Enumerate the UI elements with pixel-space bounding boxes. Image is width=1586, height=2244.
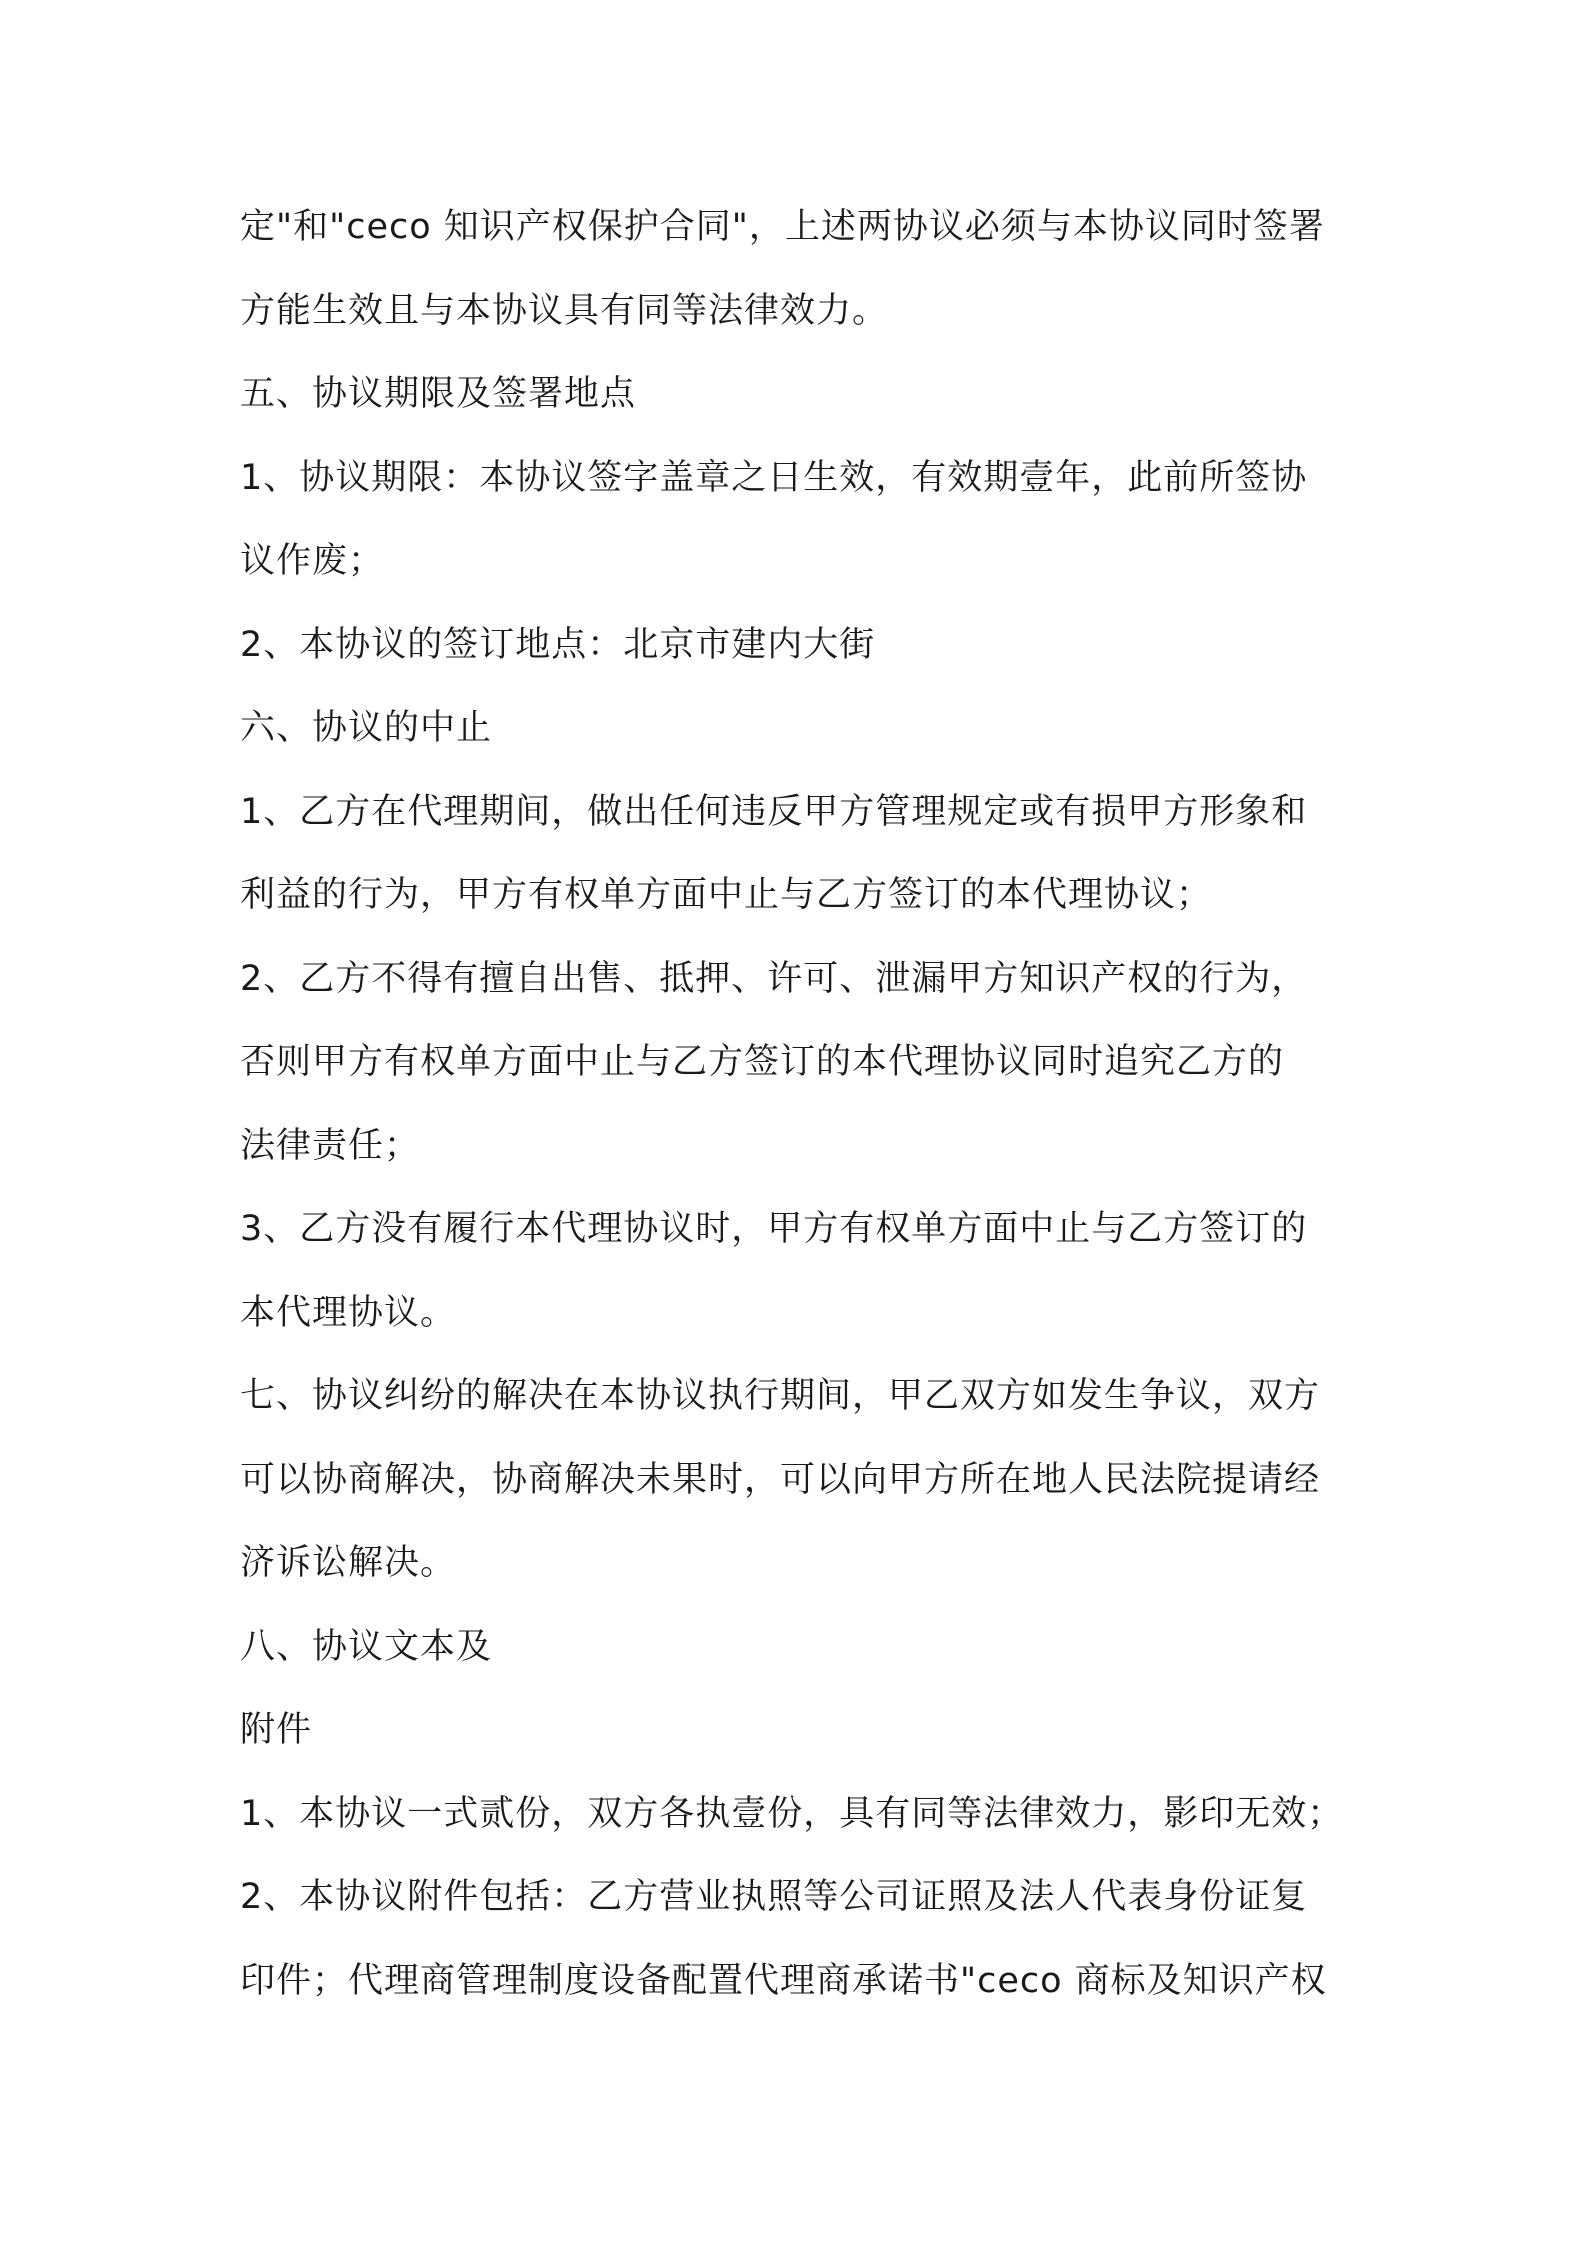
text-line: 3、乙方没有履行本代理协议时，甲方有权单方面中止与乙方签订的 xyxy=(240,1209,1308,1249)
section-heading: 六、协议的中止 xyxy=(240,708,493,748)
text-line: 1、乙方在代理期间，做出任何违反甲方管理规定或有损甲方形象和 xyxy=(240,791,1308,832)
text-line: 议作废； xyxy=(240,541,385,581)
text-line: 1、协议期限：本协议签字盖章之日生效，有效期壹年，此前所签协 xyxy=(240,457,1308,498)
text-line: 可以协商解决，协商解决未果时，可以向甲方所在地人民法院提请经 xyxy=(240,1459,1321,1500)
section-heading: 七、协议纠纷的解决在本协议执行期间，甲乙双方如发生争议，双方 xyxy=(240,1376,1321,1416)
text-line: 附件 xyxy=(240,1710,313,1750)
text-line: 本代理协议。 xyxy=(240,1292,457,1333)
text-line: 2、乙方不得有擅自出售、抵押、许可、泄漏甲方知识产权的行为， xyxy=(240,958,1308,999)
text-line: 方能生效且与本协议具有同等法律效力。 xyxy=(240,290,889,331)
text-line: 1、本协议一式贰份，双方各执壹份，具有同等法律效力，影印无效； xyxy=(240,1793,1344,1834)
text-line: 印件；代理商管理制度设备配置代理商承诺书"ceco 商标及知识产权 xyxy=(240,1960,1327,2001)
text-line: 济诉讼解决。 xyxy=(240,1543,457,1583)
text-line: 法律责任； xyxy=(240,1125,421,1166)
text-line: 否则甲方有权单方面中止与乙方签订的本代理协议同时追究乙方的 xyxy=(240,1042,1285,1082)
document-body xyxy=(240,186,1360,2023)
section-heading: 五、协议期限及签署地点 xyxy=(240,374,637,414)
section-heading: 八、协议文本及 xyxy=(240,1626,493,1667)
text-line: 定"和"ceco 知识产权保护合同"，上述两协议必须与本协议同时签署 xyxy=(240,207,1325,247)
text-line: 2、本协议的签订地点：北京市建内大街 xyxy=(240,624,876,665)
text-line: 利益的行为，甲方有权单方面中止与乙方签订的本代理协议； xyxy=(240,875,1213,915)
text-line: 2、本协议附件包括：乙方营业执照等公司证照及法人代表身份证复 xyxy=(240,1877,1308,1917)
